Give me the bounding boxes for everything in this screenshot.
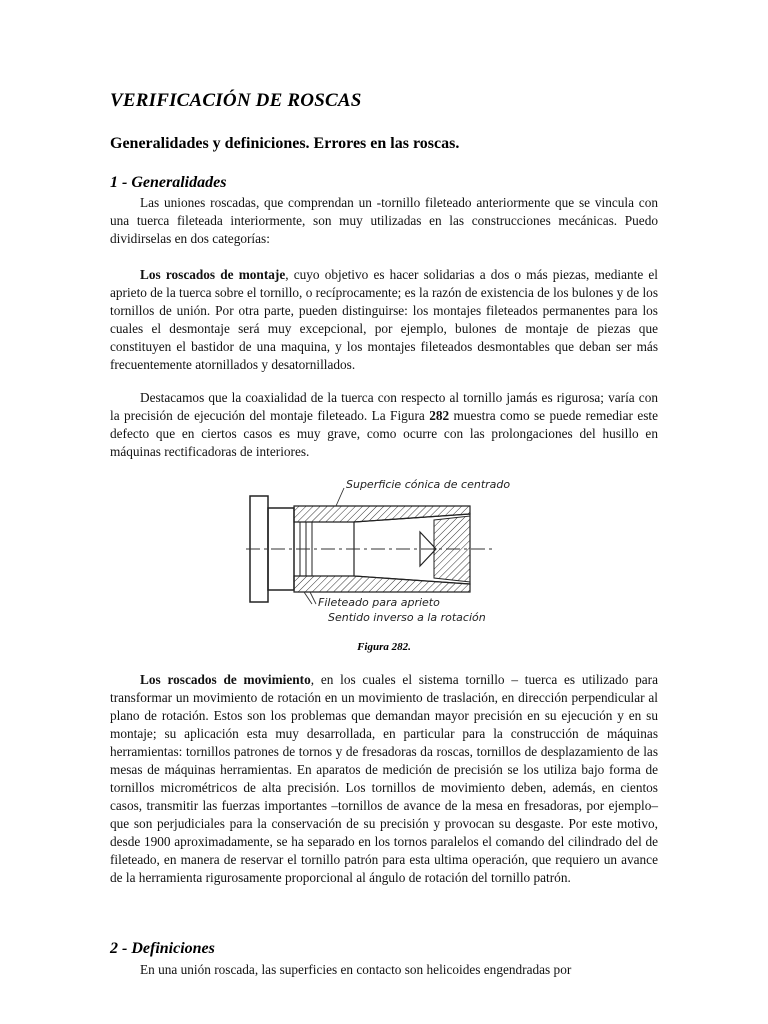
spindle-section-diagram — [244, 476, 534, 626]
paragraph-roscados-movimiento-text: , en los cuales el sistema tornillo – tuerca es utilizado para transformar un movimiento de rotación en un movimiento de traslación, en dirección perpendicular al plano de rotación. Estos son los problemas que demandan mayor precisión en su ejecución y en su montaje; su aplicación esta muy desarrollada, en particular para la construcción de máquinas herramientas: tornillos patrones de tornos y de fresadoras da roscas, tornillos de desplazamiento de las mesas de máquinas herramientas. En aparatos de medición de precisión se los utiliza bajo forma de tornillos micrométricos de alta precisión. Los tornillos de movimiento deben, además, en cientos casos, transmitir las fuerzas importantes –tornillos de avance de la mesa en fresadoras, por ejemplo– que son perjudiciales para la conservación de su precisión y provocan su desgaste. Por este motivo, desde 1900 aproximadamente, se ha separado en los tornos paralelos el comando del cilindrado del de fileteado, en manera de reservar el tornillo patrón para esta ultima operación, que requiero un avance de la herramienta rigurosamente proporcional al ángulo de rotación del tornillo patrón. — [110, 672, 658, 885]
figure-282-drawing — [244, 476, 534, 626]
section-heading-generalidades: 1 - Generalidades — [110, 174, 227, 191]
paragraph-intro: Las uniones roscadas, que comprendan un -tornillo fileteado anteriormente que se vincula con una tuerca fileteada interiormente, son muy utilizadas en las construcciones mecánicas. Puedo dividirselas en dos categorías: — [110, 195, 658, 246]
paragraph-roscados-montaje — [110, 266, 658, 374]
label-sentido-inverso: Sentido inverso a la rotación — [328, 611, 486, 624]
term-roscados-montaje: Los roscados de montaje — [140, 267, 286, 282]
figure-caption: Figura 282. — [357, 641, 411, 653]
paragraph-coaxialidad — [110, 389, 658, 461]
label-fileteado: Fileteado para aprieto — [318, 596, 440, 609]
paragraph-coaxialidad-start: Destacamos que la coaxialidad de la tuerca con respecto al tornillo jamás es rigurosa; varía con la precisión de ejecución del montaje fileteado. La Figura — [110, 390, 658, 423]
paragraph-coaxialidad-end: muestra como se puede remediar este defecto que en ciertos casos es muy grave, como ocurre con las prolongaciones del husillo en máquinas rectificadoras de interiores. — [110, 408, 658, 459]
figure-reference: 282 — [429, 408, 450, 423]
paragraph-definiciones: En una unión roscada, las superficies en contacto son helicoides engendradas por — [140, 962, 572, 977]
label-superficie-conica: Superficie cónica de centrado — [346, 478, 511, 491]
section-heading-definiciones: 2 - Definiciones — [110, 940, 215, 957]
document-title: VERIFICACIÓN DE ROSCAS — [110, 90, 362, 111]
term-roscados-movimiento: Los roscados de movimiento — [140, 672, 311, 687]
paragraph-roscados-movimiento — [110, 671, 658, 887]
document-subtitle: Generalidades y definiciones. Errores en las roscas. — [110, 135, 460, 152]
paragraph-roscados-montaje-text: , cuyo objetivo es hacer solidarias a dos o más piezas, mediante el aprieto de la tuerca sobre el tornillo, o recíprocamente; es la razón de existencia de los bulones y de los tornillos de unión. Por otra parte, pueden distinguirse: los montajes fileteados permanentes para los cuales el desmontaje será muy excepcional, por ejemplo, bulones de montaje de piezas que constituyen el bastidor de una maquina, y los montajes fileteados desmontables que deban ser más frecuentemente atornillados y desatornillados. — [110, 267, 658, 372]
